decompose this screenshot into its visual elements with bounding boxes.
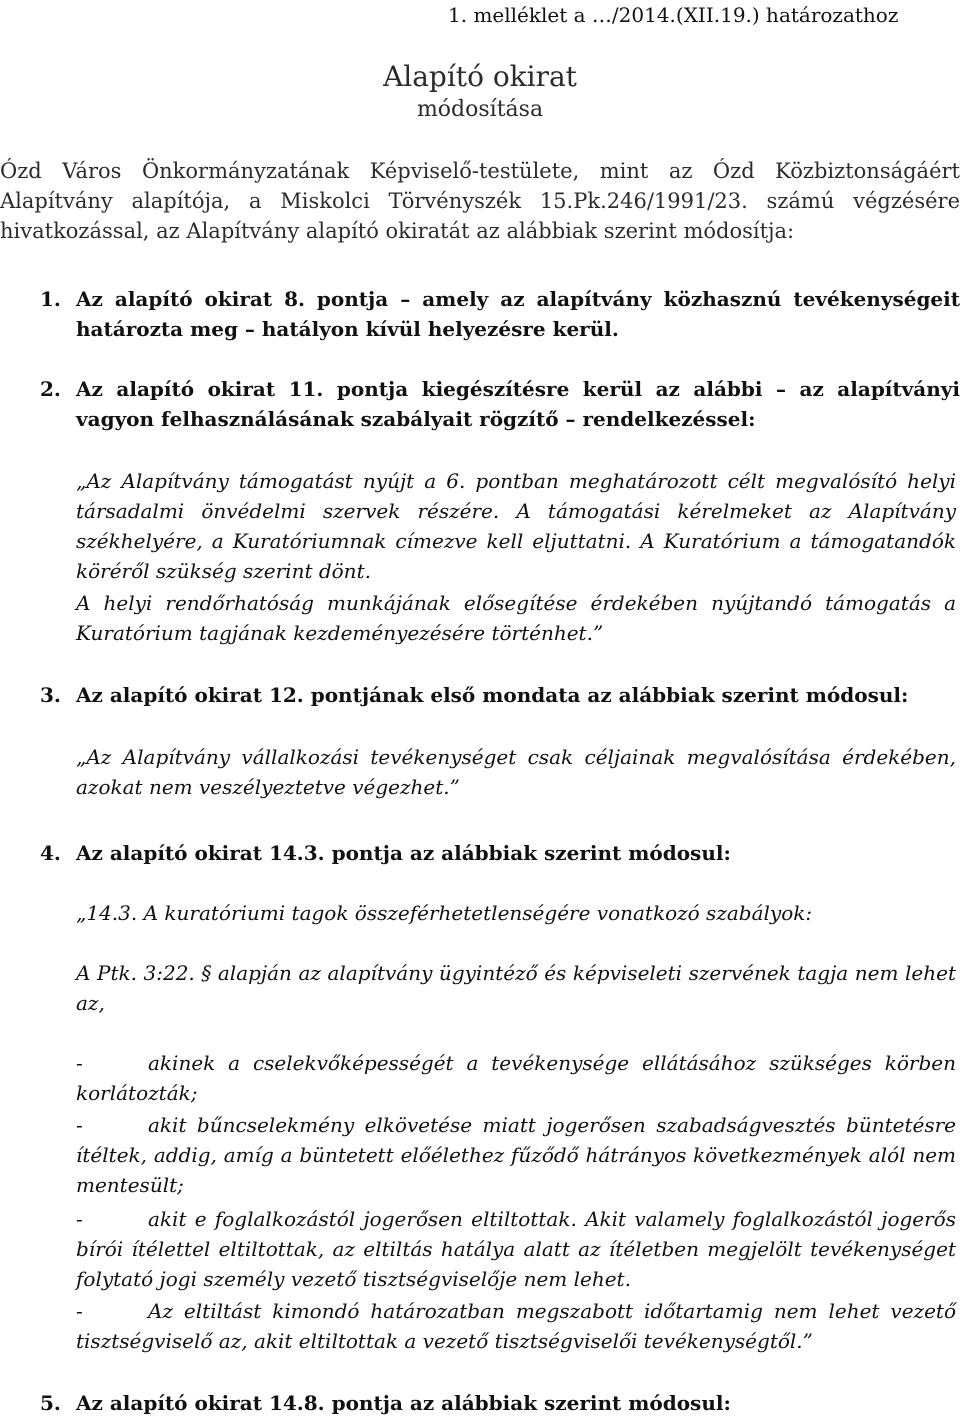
rule-text: akinek a cselekvőképességét a tevékenysége ellátásához szükséges körben korlátozták;	[76, 1051, 956, 1105]
conflict-rule-3	[76, 1204, 956, 1294]
item-number: 5.	[40, 1391, 61, 1415]
quote-point-11-police: A helyi rendőrhatóság munkájának elősegítése érdekében nyújtandó támogatás a Kuratórium tagjának kezdeményezésére történhet.”	[76, 591, 956, 645]
item-text: Az alapító okirat 12. pontjának első mondata az alábbiak szerint módosul:	[76, 683, 909, 707]
document-title: Alapító okirat	[383, 60, 577, 93]
quote-14-3-title: „14.3. A kuratóriumi tagok összeférhetetlenségére vonatkozó szabályok:	[76, 901, 813, 925]
item-text: Az alapító okirat 14.3. pontja az alábbiak szerint módosul:	[76, 841, 731, 865]
dash-marker: -	[76, 1051, 83, 1075]
item-text: Az alapító okirat 8. pontja – amely az alapítvány közhasznú tevékenységeit határozta meg – hatályon kívül helyezésre kerül.	[76, 287, 960, 341]
dash-marker: -	[76, 1113, 83, 1137]
conflict-rule-2	[76, 1110, 956, 1200]
rule-text: akit bűncselekmény elkövetése miatt jogerősen szabadságvesztés büntetésre ítéltek, addig, amíg a büntetett előélethez fűződő hátrányos következmények alól nem mentesült;	[76, 1113, 956, 1197]
item-text: Az alapító okirat 11. pontja kiegészítésre kerül az alábbi – az alapítványi vagyon felhasználásának szabályait rögzítő – rendelkezéssel:	[76, 377, 960, 431]
annex-reference: 1. melléklet a …/2014.(XII.19.) határozathoz	[448, 3, 899, 27]
item-number: 4.	[40, 841, 61, 865]
conflict-rule-1	[76, 1048, 956, 1108]
quote-14-3-intro: A Ptk. 3:22. § alapján az alapítvány ügyintéző és képviseleti szervének tagja nem lehet az,	[76, 961, 956, 1015]
rule-text: akit e foglalkozástól jogerősen eltiltottak. Akit valamely foglalkozástól jogerős bírói ítélettel eltiltottak, az eltiltás hatálya alatt az ítéletben megjelölt tevékenységet folytató jogi személy vezető tisztségviselője nem lehet.	[76, 1207, 956, 1291]
item-number: 3.	[40, 683, 61, 707]
quote-point-11: „Az Alapítvány támogatást nyújt a 6. pontban meghatározott célt megvalósító helyi társadalmi önvédelmi szervek részére. A támogatási kérelmeket az Alapítvány székhelyére, a Kuratóriumnak címezve kell eljuttatni. A Kuratórium a támogatandók köréről szükség szerint dönt.	[76, 469, 956, 583]
item-number: 2.	[40, 377, 61, 401]
intro-paragraph: Ózd Város Önkormányzatának Képviselő-testülete, mint az Ózd Közbiztonságáért Alapítvány alapítója, a Miskolci Törvényszék 15.Pk.246/1991/23. számú végzésére hivatkozással, az Alapítvány alapító okiratát az alábbiak szerint módosítja:	[0, 159, 960, 243]
rule-text: Az eltiltást kimondó határozatban megszabott időtartamig nem lehet vezető tisztségviselő az, akit eltiltottak a vezető tisztségviselői tevékenységtől.”	[76, 1299, 956, 1353]
dash-marker: -	[76, 1207, 83, 1231]
quote-point-12: „Az Alapítvány vállalkozási tevékenységet csak céljainak megvalósítása érdekében, azokat nem veszélyeztetve végezhet.”	[76, 745, 956, 799]
conflict-rule-4	[76, 1296, 956, 1356]
item-text: Az alapító okirat 14.8. pontja az alábbiak szerint módosul:	[76, 1391, 731, 1415]
dash-marker: -	[76, 1299, 83, 1323]
document-subtitle: módosítása	[416, 97, 544, 122]
item-number: 1.	[40, 287, 61, 311]
